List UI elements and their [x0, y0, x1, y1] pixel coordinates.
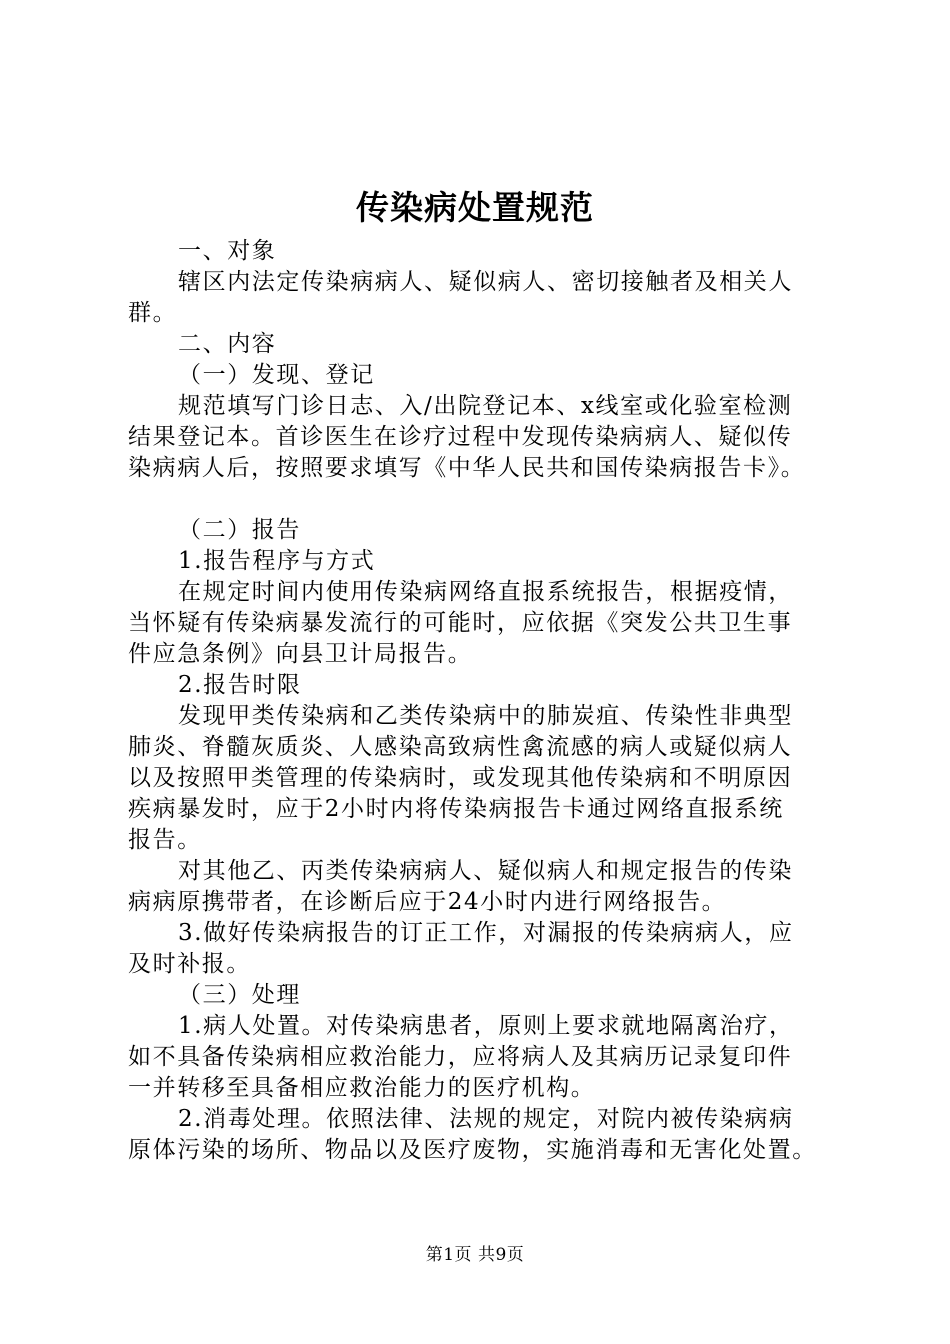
paragraph-line: 2.消毒处理。依照法律、法规的规定，对院内被传染病病 [178, 1106, 794, 1132]
section-heading-object: 一、对象 [178, 238, 277, 264]
blank-line [128, 484, 840, 515]
paragraph-line: 疾病暴发时，应于2小时内将传染病报告卡通过网络直报系统 [128, 796, 784, 822]
paragraph-line: 报告。 [128, 827, 202, 853]
paragraph-line: 以及按照甲类管理的传染病时，或发现其他传染病和不明原因 [128, 765, 793, 791]
item-heading: 1.报告程序与方式 [178, 548, 376, 574]
subsection-heading-discovery: （一）发现、登记 [178, 362, 375, 388]
paragraph-line: 辖区内法定传染病病人、疑似病人、密切接触者及相关人 [178, 269, 793, 295]
paragraph-line: 染病病人后，按照要求填写《中华人民共和国传染病报告卡》。 [128, 455, 806, 481]
paragraph-line: 病病原携带者，在诊断后应于24小时内进行网络报告。 [128, 889, 727, 915]
paragraph-line: 肺炎、脊髓灰质炎、人感染高致病性禽流感的病人或疑似病人 [128, 734, 793, 760]
paragraph-line: 及时补报。 [128, 951, 251, 977]
document-title: 传染病处置规范 [356, 188, 594, 227]
document-body [128, 236, 840, 1166]
paragraph-line: 在规定时间内使用传染病网络直报系统报告，根据疫情， [178, 579, 793, 605]
paragraph-line: 3.做好传染病报告的订正工作，对漏报的传染病病人，应 [178, 920, 794, 946]
paragraph-line: 如不具备传染病相应救治能力，应将病人及其病历记录复印件 [128, 1044, 793, 1070]
item-heading: 2.报告时限 [178, 672, 302, 698]
subsection-heading-report: （二）报告 [178, 517, 301, 543]
paragraph-line: 件应急条例》向县卫计局报告。 [128, 641, 473, 667]
paragraph-line: 规范填写门诊日志、入/出院登记本、x线室或化验室检测 [178, 393, 793, 419]
paragraph-line: 当怀疑有传染病暴发流行的可能时，应依据《突发公共卫生事 [128, 610, 793, 636]
paragraph-line: 结果登记本。首诊医生在诊疗过程中发现传染病病人、疑似传 [128, 424, 793, 450]
paragraph-line: 群。 [128, 300, 178, 326]
paragraph-line: 原体污染的场所、物品以及医疗废物，实施消毒和无害化处置。 [128, 1137, 817, 1163]
paragraph-line: 1.病人处置。对传染病患者，原则上要求就地隔离治疗， [178, 1013, 794, 1039]
section-heading-content: 二、内容 [178, 331, 277, 357]
paragraph-line: 对其他乙、丙类传染病病人、疑似病人和规定报告的传染 [178, 858, 793, 884]
page-number: 第1页 共9页 [425, 1245, 525, 1265]
subsection-heading-handling: （三）处理 [178, 982, 301, 1008]
paragraph-line: 一并转移至具备相应救治能力的医疗机构。 [128, 1075, 596, 1101]
paragraph-line: 发现甲类传染病和乙类传染病中的肺炭疽、传染性非典型 [178, 703, 793, 729]
